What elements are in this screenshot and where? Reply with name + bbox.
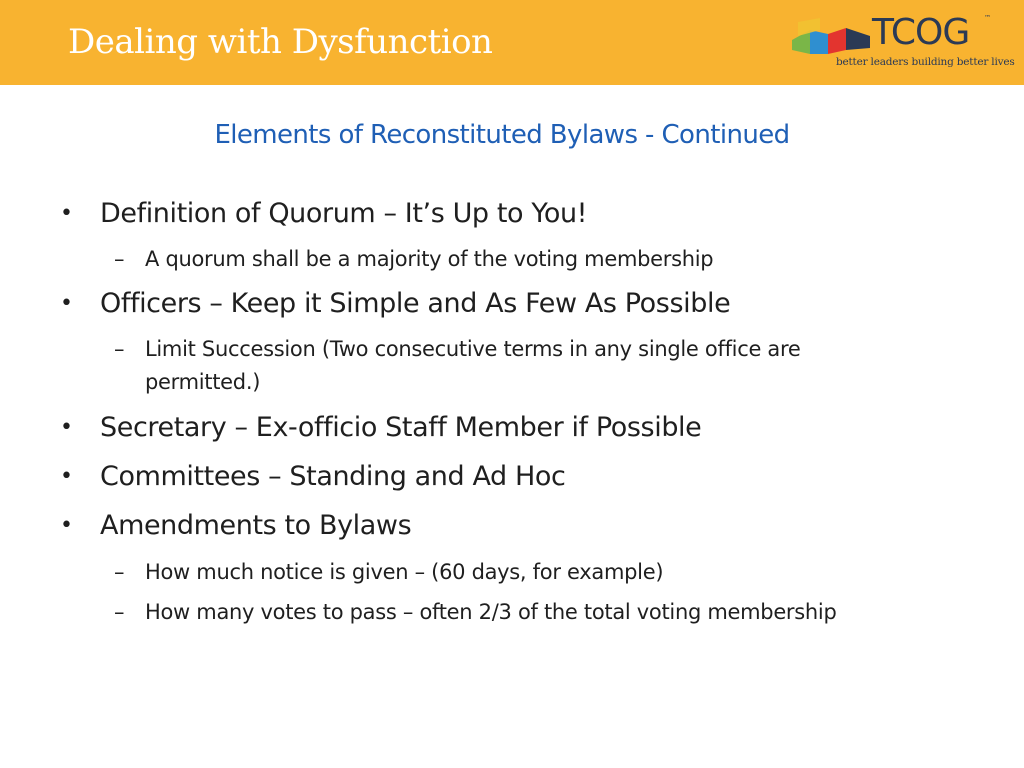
bullet-marker: • xyxy=(60,513,73,538)
dash-marker: – xyxy=(114,247,125,271)
tcog-logo-mark-icon xyxy=(790,16,872,56)
sub-item-limit-succession-cont: permitted.) xyxy=(145,370,261,394)
dash-marker: – xyxy=(114,560,125,584)
logo-trademark: ™ xyxy=(984,14,991,22)
bullet-marker: • xyxy=(60,415,73,440)
tcog-logo xyxy=(790,10,1015,74)
dash-marker: – xyxy=(114,600,125,624)
logo-wordmark: TCOG xyxy=(872,12,970,53)
sub-item-votes: How many votes to pass – often 2/3 of the total voting membership xyxy=(145,600,837,624)
slide-subtitle: Elements of Reconstituted Bylaws - Continued xyxy=(214,120,790,150)
sub-item-quorum-majority: A quorum shall be a majority of the voting membership xyxy=(145,247,714,271)
bullet-item-amendments: Amendments to Bylaws xyxy=(100,510,412,541)
sub-item-limit-succession: Limit Succession (Two consecutive terms in any single office are xyxy=(145,337,801,361)
header-bar xyxy=(0,0,1024,85)
sub-item-notice: How much notice is given – (60 days, for example) xyxy=(145,560,664,584)
bullet-item-committees: Committees – Standing and Ad Hoc xyxy=(100,461,566,492)
bullet-item-officers: Officers – Keep it Simple and As Few As Possible xyxy=(100,288,731,319)
bullet-marker: • xyxy=(60,464,73,489)
slide-header-title: Dealing with Dysfunction xyxy=(68,22,493,62)
logo-tagline: better leaders building better lives xyxy=(836,56,1015,68)
bullet-marker: • xyxy=(60,201,73,226)
bullet-item-quorum: Definition of Quorum – It’s Up to You! xyxy=(100,198,588,229)
dash-marker: – xyxy=(114,337,125,361)
bullet-marker: • xyxy=(60,291,73,316)
bullet-item-secretary: Secretary – Ex-officio Staff Member if Possible xyxy=(100,412,702,443)
